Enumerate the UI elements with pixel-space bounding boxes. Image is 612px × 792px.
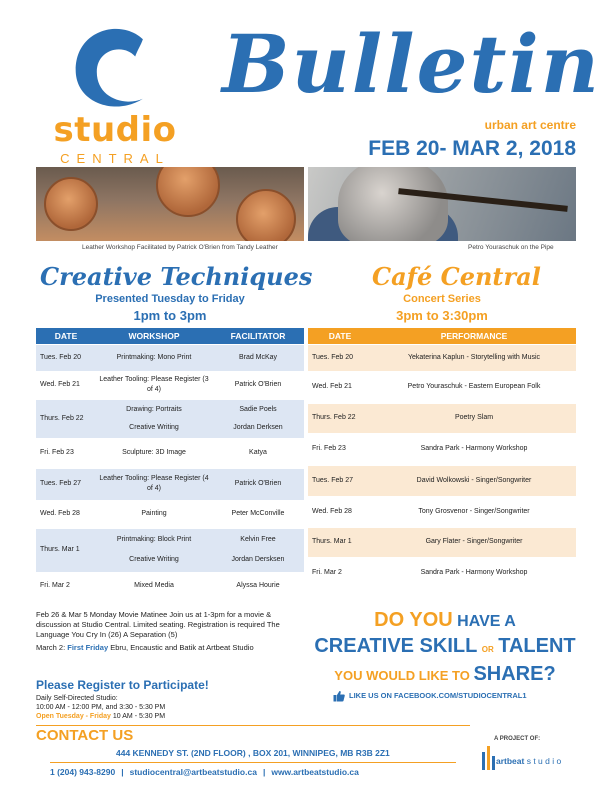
page-subtitle: urban art centre — [484, 118, 576, 132]
col-workshop: WORKSHOP — [96, 328, 212, 344]
register-title: Please Register to Participate! — [36, 678, 209, 692]
cafe-subtitle: Concert Series — [403, 293, 481, 305]
table-row: Thurs. Feb 22 Poetry Slam — [308, 403, 576, 433]
thumbs-up-icon — [333, 690, 345, 702]
swirl-logo-icon — [68, 22, 164, 118]
table-row: Wed. Feb 21 Petro Youraschuk - Eastern European Folk — [308, 371, 576, 403]
creative-time: 1pm to 3pm — [133, 308, 207, 323]
first-friday-note: March 2: First Friday Ebru, Encaustic and Batik at Artbeat Studio — [36, 643, 254, 652]
col-date: DATE — [308, 328, 372, 344]
table-row: Wed. Feb 21 Leather Tooling: Please Register (3 of 4) Patrick O'Brien — [36, 371, 304, 399]
address: 444 KENNEDY ST. (2ND FLOOR) , BOX 201, WINNIPEG, MB R3B 2Z1 — [116, 748, 390, 758]
leather-workshop-photo — [36, 167, 304, 241]
facebook-link[interactable]: LIKE US ON FACEBOOK.COM/STUDIOCENTRAL1 — [333, 690, 527, 702]
pipe-player-photo — [308, 167, 576, 241]
table-header — [308, 328, 576, 344]
table-row: Thurs. Feb 22 Drawing: Portraits Creative Writing Sadie Poels Jordan Derksen — [36, 399, 304, 438]
col-date: DATE — [36, 328, 96, 344]
studio-central-logo — [40, 22, 190, 166]
table-row: Thurs. Mar 1 Printmaking: Block Print Creative Writing Kelvin Free Jordan Dersksen — [36, 528, 304, 572]
table-row: Fri. Mar 2 Sandra Park - Harmony Workshop — [308, 557, 576, 589]
phone: 1 (204) 943-8290 — [50, 767, 116, 777]
creative-subtitle: Presented Tuesday to Friday — [95, 293, 245, 305]
table-row: Tues. Feb 27 Leather Tooling: Please Register (4 of 4) Patrick O'Brien — [36, 468, 304, 500]
cafe-time: 3pm to 3:30pm — [396, 308, 488, 323]
workshop-table — [36, 328, 304, 600]
table-row: Wed. Feb 28 Painting Peter McConville — [36, 500, 304, 528]
table-row: Wed. Feb 28 Tony Grosvenor - Singer/Songwriter — [308, 496, 576, 527]
table-row: Tues. Feb 20 Yekaterina Kaplun - Storytelling with Music — [308, 344, 576, 371]
contact-heading: CONTACT US — [36, 727, 134, 744]
creative-techniques-title: Creative Techniques — [40, 262, 313, 291]
cafe-central-title: Café Central — [372, 262, 541, 291]
contact-row: 1 (204) 943-8290 | studiocentral@artbeatstudio.ca | www.artbeatstudio.ca — [50, 767, 359, 777]
logo-central-text: CENTRAL — [60, 151, 170, 166]
table-row: Fri. Mar 2 Mixed Media Alyssa Hourie — [36, 572, 304, 600]
col-facilitator: FACILITATOR — [212, 328, 304, 344]
talent-callout: DO YOU HAVE A CREATIVE SKILL OR TALENT YOU WOULD LIKE TO SHARE? — [314, 609, 576, 685]
email-link[interactable]: studiocentral@artbeatstudio.ca — [129, 767, 257, 777]
left-photo-caption: Leather Workshop Facilitated by Patrick O'Brien from Tandy Leather — [82, 244, 278, 251]
logo-studio-text: studio — [53, 110, 177, 150]
register-hours: Daily Self-Directed Studio: 10:00 AM - 12:00 PM, and 3:30 - 5:30 PM Open Tuesday - Friday 10 AM - 5:30 PM — [36, 695, 166, 720]
table-row: Thurs. Mar 1 Gary Flater - Singer/Songwriter — [308, 527, 576, 557]
table-row: Tues. Feb 27 David Wolkowski - Singer/Songwriter — [308, 465, 576, 496]
footer-divider — [36, 725, 470, 726]
website-link[interactable]: www.artbeatstudio.ca — [271, 767, 359, 777]
col-performance: PERFORMANCE — [372, 328, 576, 344]
notes — [36, 610, 304, 656]
table-row: Fri. Feb 23 Sandra Park - Harmony Workshop — [308, 433, 576, 465]
project-of-label: A PROJECT OF: — [494, 736, 541, 742]
table-header — [36, 328, 304, 344]
artbeat-logo: artbeat s t u d i o — [466, 744, 576, 778]
page-title: Bulletin — [222, 17, 601, 111]
date-range: FEB 20- MAR 2, 2018 — [368, 137, 576, 160]
movie-matinee-note: Feb 26 & Mar 5 Monday Movie Matinee Join us at 1-3pm for a movie & discussion at Studio Central. Limited seating. Registration is required The Language You Cry In (26) A Separation (5) — [36, 610, 280, 639]
concert-table — [308, 328, 576, 589]
table-row: Fri. Feb 23 Sculpture: 3D Image Katya — [36, 438, 304, 468]
footer-line — [50, 762, 456, 763]
artbeat-mark-icon — [480, 746, 496, 770]
table-row: Tues. Feb 20 Printmaking: Mono Print Brad McKay — [36, 344, 304, 371]
right-photo-caption: Petro Youraschuk on the Pipe — [468, 244, 554, 251]
